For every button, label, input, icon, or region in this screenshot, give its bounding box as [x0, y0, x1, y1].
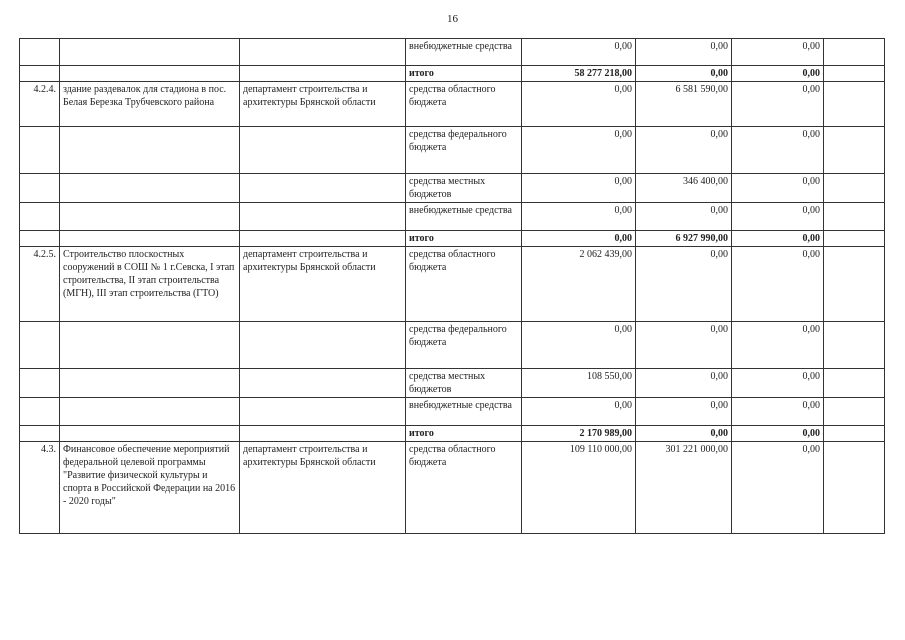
value-1: 0,00 — [522, 231, 636, 247]
activity-name — [60, 322, 240, 369]
empty-cell — [824, 369, 885, 398]
empty-cell — [824, 66, 885, 82]
value-3: 0,00 — [732, 442, 824, 534]
value-2: 0,00 — [636, 66, 732, 82]
row-code — [20, 127, 60, 174]
row-code — [20, 231, 60, 247]
value-3: 0,00 — [732, 369, 824, 398]
table-row — [20, 82, 885, 127]
row-code — [20, 66, 60, 82]
row-code: 4.3. — [20, 442, 60, 534]
value-3: 0,00 — [732, 82, 824, 127]
table-row — [20, 369, 885, 398]
funding-source: итого — [406, 66, 522, 82]
funding-source: средства федерального бюджета — [406, 322, 522, 369]
activity-name — [60, 174, 240, 203]
funding-source: средства областного бюджета — [406, 247, 522, 322]
table-row — [20, 398, 885, 426]
funding-source: внебюджетные средства — [406, 398, 522, 426]
funding-source: средства областного бюджета — [406, 442, 522, 534]
value-2: 0,00 — [636, 39, 732, 66]
funding-source: внебюджетные средства — [406, 39, 522, 66]
empty-cell — [824, 174, 885, 203]
executor — [240, 426, 406, 442]
activity-name — [60, 398, 240, 426]
activity-name — [60, 231, 240, 247]
value-1: 108 550,00 — [522, 369, 636, 398]
empty-cell — [824, 82, 885, 127]
row-code — [20, 426, 60, 442]
table-row — [20, 66, 885, 82]
table-body — [20, 39, 885, 534]
row-code — [20, 39, 60, 66]
row-code — [20, 203, 60, 231]
executor — [240, 174, 406, 203]
activity-name — [60, 369, 240, 398]
empty-cell — [824, 39, 885, 66]
executor: департамент строительства и архитектуры Брянской области — [240, 82, 406, 127]
row-code: 4.2.4. — [20, 82, 60, 127]
executor: департамент строительства и архитектуры Брянской области — [240, 442, 406, 534]
value-1: 0,00 — [522, 127, 636, 174]
value-1: 0,00 — [522, 398, 636, 426]
budget-table — [19, 38, 885, 534]
value-3: 0,00 — [732, 203, 824, 231]
value-3: 0,00 — [732, 66, 824, 82]
row-code — [20, 174, 60, 203]
activity-name — [60, 426, 240, 442]
funding-source: средства областного бюджета — [406, 82, 522, 127]
table-row — [20, 322, 885, 369]
value-2: 0,00 — [636, 322, 732, 369]
executor — [240, 398, 406, 426]
executor: департамент строительства и архитектуры Брянской области — [240, 247, 406, 322]
value-3: 0,00 — [732, 247, 824, 322]
funding-source: средства местных бюджетов — [406, 174, 522, 203]
value-3: 0,00 — [732, 39, 824, 66]
empty-cell — [824, 203, 885, 231]
activity-name — [60, 66, 240, 82]
value-2: 0,00 — [636, 426, 732, 442]
executor — [240, 66, 406, 82]
empty-cell — [824, 442, 885, 534]
empty-cell — [824, 231, 885, 247]
value-1: 0,00 — [522, 203, 636, 231]
value-1: 109 110 000,00 — [522, 442, 636, 534]
value-2: 0,00 — [636, 203, 732, 231]
table-row — [20, 426, 885, 442]
row-code — [20, 398, 60, 426]
value-2: 0,00 — [636, 369, 732, 398]
value-3: 0,00 — [732, 127, 824, 174]
funding-source: средства федерального бюджета — [406, 127, 522, 174]
value-2: 6 581 590,00 — [636, 82, 732, 127]
empty-cell — [824, 322, 885, 369]
funding-source: внебюджетные средства — [406, 203, 522, 231]
executor — [240, 369, 406, 398]
table-row — [20, 247, 885, 322]
value-3: 0,00 — [732, 398, 824, 426]
executor — [240, 127, 406, 174]
funding-source: итого — [406, 426, 522, 442]
table-row — [20, 442, 885, 534]
activity-name — [60, 127, 240, 174]
value-1: 0,00 — [522, 39, 636, 66]
table-row — [20, 174, 885, 203]
table-row — [20, 231, 885, 247]
activity-name: здание раздевалок для стадиона в пос. Белая Березка Трубчевского района — [60, 82, 240, 127]
row-code — [20, 369, 60, 398]
executor — [240, 231, 406, 247]
activity-name: Строительство плоскостных сооружений в СОШ № 1 г.Севска, I этап строительства, II этап строительства (МГН), III этап строительства (ГТО) — [60, 247, 240, 322]
value-2: 0,00 — [636, 247, 732, 322]
value-1: 0,00 — [522, 82, 636, 127]
value-2: 301 221 000,00 — [636, 442, 732, 534]
empty-cell — [824, 398, 885, 426]
activity-name: Финансовое обеспечение мероприятий федеральной целевой программы "Развитие физической культуры и спорта в Российской Федерации на 2016 - 2020 годы" — [60, 442, 240, 534]
table-row — [20, 203, 885, 231]
value-1: 0,00 — [522, 322, 636, 369]
activity-name — [60, 39, 240, 66]
value-1: 2 062 439,00 — [522, 247, 636, 322]
value-1: 58 277 218,00 — [522, 66, 636, 82]
empty-cell — [824, 426, 885, 442]
funding-source: средства местных бюджетов — [406, 369, 522, 398]
empty-cell — [824, 247, 885, 322]
empty-cell — [824, 127, 885, 174]
table-row — [20, 39, 885, 66]
value-1: 2 170 989,00 — [522, 426, 636, 442]
value-3: 0,00 — [732, 231, 824, 247]
row-code: 4.2.5. — [20, 247, 60, 322]
funding-source: итого — [406, 231, 522, 247]
executor — [240, 322, 406, 369]
executor — [240, 203, 406, 231]
value-3: 0,00 — [732, 174, 824, 203]
executor — [240, 39, 406, 66]
row-code — [20, 322, 60, 369]
value-2: 0,00 — [636, 127, 732, 174]
value-1: 0,00 — [522, 174, 636, 203]
value-3: 0,00 — [732, 426, 824, 442]
value-2: 0,00 — [636, 398, 732, 426]
value-3: 0,00 — [732, 322, 824, 369]
value-2: 6 927 990,00 — [636, 231, 732, 247]
page-number: 16 — [447, 13, 458, 25]
activity-name — [60, 203, 240, 231]
value-2: 346 400,00 — [636, 174, 732, 203]
table-row — [20, 127, 885, 174]
